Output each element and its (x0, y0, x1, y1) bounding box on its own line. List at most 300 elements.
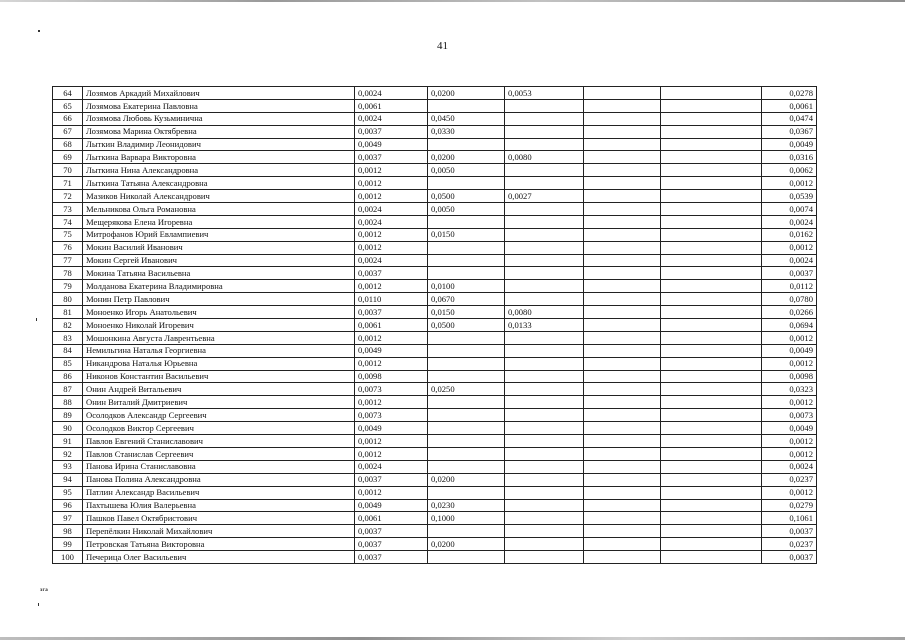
share-col-5-cell (661, 164, 762, 177)
person-name-cell: Павлов Станислав Сергеевич (83, 447, 355, 460)
person-name-cell: Мельникова Ольга Романовна (83, 203, 355, 216)
share-col-1-cell: 0,0037 (355, 267, 428, 280)
share-col-1-cell: 0,0012 (355, 190, 428, 203)
share-col-4-cell (584, 422, 661, 435)
share-col-2-cell (428, 267, 505, 280)
row-number-cell: 94 (53, 473, 83, 486)
row-number-cell: 84 (53, 344, 83, 357)
share-col-5-cell (661, 267, 762, 280)
share-col-3-cell: 0,0080 (505, 151, 584, 164)
person-name-cell: Осолодков Виктор Сергеевич (83, 422, 355, 435)
person-name-cell: Пашков Павел Октябристович (83, 512, 355, 525)
person-name-cell: Павлов Евгений Станиславович (83, 435, 355, 448)
share-col-5-cell (661, 112, 762, 125)
table-row (53, 525, 817, 538)
share-col-4-cell (584, 164, 661, 177)
share-col-1-cell: 0,0012 (355, 447, 428, 460)
share-col-2-cell (428, 241, 505, 254)
table-row (53, 125, 817, 138)
share-col-1-cell: 0,0012 (355, 164, 428, 177)
share-col-1-cell: 0,0012 (355, 435, 428, 448)
share-total-cell: 0,0061 (762, 99, 817, 112)
share-col-1-cell: 0,0061 (355, 99, 428, 112)
share-col-3-cell (505, 551, 584, 564)
row-number-cell: 64 (53, 87, 83, 100)
share-total-cell: 0,0012 (762, 486, 817, 499)
table-row (53, 293, 817, 306)
share-col-2-cell: 0,0670 (428, 293, 505, 306)
person-name-cell: Петровская Татьяна Викторовна (83, 538, 355, 551)
share-col-2-cell: 0,0200 (428, 87, 505, 100)
share-col-5-cell (661, 525, 762, 538)
person-name-cell: Лыткин Владимир Леонидович (83, 138, 355, 151)
row-number-cell: 92 (53, 447, 83, 460)
share-total-cell: 0,0279 (762, 499, 817, 512)
person-name-cell: Печерица Олег Васильевич (83, 551, 355, 564)
share-col-2-cell (428, 99, 505, 112)
share-col-4-cell (584, 473, 661, 486)
share-col-2-cell (428, 435, 505, 448)
row-number-cell: 86 (53, 370, 83, 383)
table-row (53, 306, 817, 319)
table-row (53, 190, 817, 203)
row-number-cell: 76 (53, 241, 83, 254)
share-col-5-cell (661, 293, 762, 306)
row-number-cell: 90 (53, 422, 83, 435)
share-col-2-cell: 0,0450 (428, 112, 505, 125)
share-col-3-cell (505, 344, 584, 357)
share-col-1-cell: 0,0073 (355, 383, 428, 396)
row-number-cell: 89 (53, 409, 83, 422)
person-name-cell: Митрофанов Юрий Евлампиевич (83, 228, 355, 241)
share-col-5-cell (661, 447, 762, 460)
share-col-4-cell (584, 228, 661, 241)
share-col-1-cell: 0,0049 (355, 138, 428, 151)
share-col-3-cell (505, 99, 584, 112)
person-name-cell: Лыткина Варвара Викторовна (83, 151, 355, 164)
share-col-4-cell (584, 151, 661, 164)
person-name-cell: Молданова Екатерина Владимировна (83, 280, 355, 293)
table-row (53, 87, 817, 100)
share-col-4-cell (584, 357, 661, 370)
row-number-cell: 70 (53, 164, 83, 177)
share-col-2-cell: 0,0200 (428, 151, 505, 164)
share-total-cell: 0,0024 (762, 460, 817, 473)
share-col-2-cell (428, 447, 505, 460)
share-total-cell: 0,0539 (762, 190, 817, 203)
row-number-cell: 78 (53, 267, 83, 280)
share-col-2-cell: 0,0230 (428, 499, 505, 512)
share-col-3-cell (505, 512, 584, 525)
person-name-cell: Мокин Василий Иванович (83, 241, 355, 254)
share-col-1-cell: 0,0049 (355, 499, 428, 512)
share-col-4-cell (584, 499, 661, 512)
table-row (53, 331, 817, 344)
share-col-2-cell: 0,0200 (428, 538, 505, 551)
share-col-4-cell (584, 177, 661, 190)
share-col-4-cell (584, 319, 661, 332)
share-col-5-cell (661, 151, 762, 164)
page-number: 41 (437, 40, 448, 52)
share-total-cell: 0,0012 (762, 241, 817, 254)
share-col-4-cell (584, 125, 661, 138)
row-number-cell: 98 (53, 525, 83, 538)
row-number-cell: 74 (53, 215, 83, 228)
share-col-3-cell (505, 370, 584, 383)
share-total-cell: 0,0780 (762, 293, 817, 306)
share-col-2-cell (428, 422, 505, 435)
share-col-1-cell: 0,0024 (355, 87, 428, 100)
share-total-cell: 0,0237 (762, 473, 817, 486)
share-col-1-cell: 0,0012 (355, 228, 428, 241)
share-col-1-cell: 0,0061 (355, 319, 428, 332)
share-col-4-cell (584, 215, 661, 228)
scan-speck (36, 318, 37, 321)
share-col-4-cell (584, 241, 661, 254)
share-col-4-cell (584, 331, 661, 344)
share-total-cell: 0,0012 (762, 331, 817, 344)
share-col-3-cell (505, 112, 584, 125)
share-col-2-cell: 0,0250 (428, 383, 505, 396)
person-name-cell: Онин Андрей Витальевич (83, 383, 355, 396)
share-col-2-cell (428, 254, 505, 267)
share-total-cell: 0,0266 (762, 306, 817, 319)
share-col-1-cell: 0,0024 (355, 112, 428, 125)
table-row (53, 203, 817, 216)
table-row (53, 99, 817, 112)
share-col-5-cell (661, 538, 762, 551)
share-total-cell: 0,0037 (762, 525, 817, 538)
person-name-cell: Пахтышева Юлия Валерьевна (83, 499, 355, 512)
share-col-1-cell: 0,0012 (355, 241, 428, 254)
share-col-5-cell (661, 344, 762, 357)
scan-top-edge (0, 0, 905, 2)
share-col-2-cell (428, 138, 505, 151)
table-row (53, 280, 817, 293)
share-col-5-cell (661, 280, 762, 293)
share-col-3-cell (505, 357, 584, 370)
share-col-5-cell (661, 409, 762, 422)
share-col-5-cell (661, 87, 762, 100)
share-col-4-cell (584, 396, 661, 409)
share-total-cell: 0,0012 (762, 435, 817, 448)
scan-speck (38, 603, 39, 606)
share-col-5-cell (661, 370, 762, 383)
share-total-cell: 0,0474 (762, 112, 817, 125)
share-col-5-cell (661, 435, 762, 448)
share-col-3-cell (505, 254, 584, 267)
table-row (53, 151, 817, 164)
share-col-3-cell (505, 267, 584, 280)
share-col-4-cell (584, 99, 661, 112)
table-row (53, 473, 817, 486)
share-col-4-cell (584, 383, 661, 396)
row-number-cell: 79 (53, 280, 83, 293)
share-col-4-cell (584, 306, 661, 319)
row-number-cell: 87 (53, 383, 83, 396)
row-number-cell: 75 (53, 228, 83, 241)
share-total-cell: 0,0098 (762, 370, 817, 383)
share-total-cell: 0,0316 (762, 151, 817, 164)
share-col-3-cell (505, 331, 584, 344)
share-col-1-cell: 0,0012 (355, 280, 428, 293)
row-number-cell: 85 (53, 357, 83, 370)
share-col-1-cell: 0,0110 (355, 293, 428, 306)
table-row (53, 383, 817, 396)
row-number-cell: 67 (53, 125, 83, 138)
share-col-3-cell (505, 293, 584, 306)
share-total-cell: 0,0024 (762, 254, 817, 267)
person-name-cell: Лыткина Татьяна Александровна (83, 177, 355, 190)
share-col-4-cell (584, 460, 661, 473)
share-col-5-cell (661, 138, 762, 151)
share-total-cell: 0,0062 (762, 164, 817, 177)
share-col-2-cell (428, 331, 505, 344)
share-col-2-cell (428, 460, 505, 473)
share-col-4-cell (584, 112, 661, 125)
table-row (53, 486, 817, 499)
row-number-cell: 81 (53, 306, 83, 319)
person-name-cell: Лозямова Любовь Кузьминична (83, 112, 355, 125)
scan-speck (38, 30, 40, 32)
share-total-cell: 0,0694 (762, 319, 817, 332)
share-col-1-cell: 0,0012 (355, 357, 428, 370)
share-col-1-cell: 0,0012 (355, 486, 428, 499)
share-col-3-cell (505, 383, 584, 396)
table-row (53, 177, 817, 190)
share-col-3-cell (505, 138, 584, 151)
share-col-3-cell (505, 241, 584, 254)
share-total-cell: 0,0162 (762, 228, 817, 241)
share-col-3-cell (505, 538, 584, 551)
row-number-cell: 95 (53, 486, 83, 499)
share-col-4-cell (584, 254, 661, 267)
share-col-5-cell (661, 125, 762, 138)
share-col-3-cell (505, 473, 584, 486)
share-col-3-cell (505, 435, 584, 448)
share-col-5-cell (661, 99, 762, 112)
share-col-4-cell (584, 512, 661, 525)
person-name-cell: Моноенко Николай Игоревич (83, 319, 355, 332)
share-col-1-cell: 0,0024 (355, 254, 428, 267)
person-name-cell: Онин Виталий Дмитриевич (83, 396, 355, 409)
row-number-cell: 66 (53, 112, 83, 125)
share-col-4-cell (584, 87, 661, 100)
share-total-cell: 0,0049 (762, 344, 817, 357)
share-col-1-cell: 0,0012 (355, 396, 428, 409)
share-total-cell: 0,1061 (762, 512, 817, 525)
person-name-cell: Лыткина Нина Александровна (83, 164, 355, 177)
table-row (53, 164, 817, 177)
table-row (53, 344, 817, 357)
share-col-2-cell (428, 344, 505, 357)
share-total-cell: 0,0074 (762, 203, 817, 216)
table-row (53, 228, 817, 241)
share-col-2-cell (428, 486, 505, 499)
share-col-4-cell (584, 435, 661, 448)
share-col-3-cell (505, 215, 584, 228)
row-number-cell: 68 (53, 138, 83, 151)
row-number-cell: 83 (53, 331, 83, 344)
share-col-4-cell (584, 538, 661, 551)
row-number-cell: 93 (53, 460, 83, 473)
share-col-2-cell: 0,0100 (428, 280, 505, 293)
share-total-cell: 0,0278 (762, 87, 817, 100)
row-number-cell: 72 (53, 190, 83, 203)
share-col-5-cell (661, 486, 762, 499)
share-col-5-cell (661, 396, 762, 409)
share-col-2-cell (428, 357, 505, 370)
table-row (53, 551, 817, 564)
row-number-cell: 77 (53, 254, 83, 267)
table-row (53, 254, 817, 267)
share-col-2-cell: 0,0050 (428, 203, 505, 216)
share-col-5-cell (661, 460, 762, 473)
share-total-cell: 0,0037 (762, 267, 817, 280)
share-col-5-cell (661, 215, 762, 228)
table-row (53, 460, 817, 473)
share-total-cell: 0,0237 (762, 538, 817, 551)
share-col-5-cell (661, 228, 762, 241)
share-col-1-cell: 0,0073 (355, 409, 428, 422)
share-col-4-cell (584, 293, 661, 306)
share-total-cell: 0,0012 (762, 447, 817, 460)
share-col-2-cell: 0,0150 (428, 306, 505, 319)
share-col-5-cell (661, 499, 762, 512)
share-col-4-cell (584, 447, 661, 460)
share-col-3-cell (505, 177, 584, 190)
person-name-cell: Мокин Сергей Иванович (83, 254, 355, 267)
share-col-1-cell: 0,0012 (355, 331, 428, 344)
person-name-cell: Немильгина Наталья Георгиевна (83, 344, 355, 357)
row-number-cell: 82 (53, 319, 83, 332)
row-number-cell: 80 (53, 293, 83, 306)
share-col-5-cell (661, 254, 762, 267)
share-col-3-cell (505, 409, 584, 422)
table-row (53, 215, 817, 228)
share-col-5-cell (661, 473, 762, 486)
table-row (53, 422, 817, 435)
share-col-5-cell (661, 422, 762, 435)
table-row (53, 241, 817, 254)
table-row (53, 138, 817, 151)
share-col-2-cell: 0,0330 (428, 125, 505, 138)
share-col-5-cell (661, 319, 762, 332)
footer-mark: зга (40, 588, 49, 593)
share-col-1-cell: 0,0037 (355, 125, 428, 138)
share-col-4-cell (584, 280, 661, 293)
row-number-cell: 97 (53, 512, 83, 525)
share-col-4-cell (584, 267, 661, 280)
share-col-1-cell: 0,0098 (355, 370, 428, 383)
share-col-3-cell (505, 525, 584, 538)
person-name-cell: Осолодков Александр Сергеевич (83, 409, 355, 422)
share-total-cell: 0,0112 (762, 280, 817, 293)
share-total-cell: 0,0367 (762, 125, 817, 138)
share-col-3-cell: 0,0133 (505, 319, 584, 332)
table-row (53, 435, 817, 448)
person-name-cell: Никандрова Наталья Юрьевна (83, 357, 355, 370)
row-number-cell: 71 (53, 177, 83, 190)
person-name-cell: Панова Ирина Станиславовна (83, 460, 355, 473)
row-number-cell: 99 (53, 538, 83, 551)
share-col-4-cell (584, 370, 661, 383)
row-number-cell: 88 (53, 396, 83, 409)
share-col-5-cell (661, 241, 762, 254)
share-col-3-cell (505, 396, 584, 409)
table-row (53, 357, 817, 370)
row-number-cell: 69 (53, 151, 83, 164)
share-col-4-cell (584, 409, 661, 422)
row-number-cell: 91 (53, 435, 83, 448)
share-total-cell: 0,0012 (762, 177, 817, 190)
share-col-5-cell (661, 190, 762, 203)
share-col-2-cell (428, 215, 505, 228)
share-total-cell: 0,0073 (762, 409, 817, 422)
person-name-cell: Перепёлкин Николай Михайлович (83, 525, 355, 538)
row-number-cell: 65 (53, 99, 83, 112)
table-row (53, 112, 817, 125)
share-col-3-cell: 0,0053 (505, 87, 584, 100)
share-total-cell: 0,0024 (762, 215, 817, 228)
share-col-1-cell: 0,0061 (355, 512, 428, 525)
share-col-1-cell: 0,0024 (355, 460, 428, 473)
table-row (53, 319, 817, 332)
person-name-cell: Лозямов Аркадий Михайлович (83, 87, 355, 100)
share-col-1-cell: 0,0024 (355, 203, 428, 216)
share-col-5-cell (661, 512, 762, 525)
share-col-2-cell (428, 551, 505, 564)
row-number-cell: 100 (53, 551, 83, 564)
share-col-4-cell (584, 138, 661, 151)
registry-rows (53, 87, 817, 564)
share-col-3-cell (505, 447, 584, 460)
share-col-4-cell (584, 486, 661, 499)
share-col-2-cell (428, 370, 505, 383)
share-col-5-cell (661, 551, 762, 564)
person-name-cell: Лозямова Екатерина Павловна (83, 99, 355, 112)
row-number-cell: 73 (53, 203, 83, 216)
share-col-3-cell: 0,0080 (505, 306, 584, 319)
person-name-cell: Моноенко Игорь Анатольевич (83, 306, 355, 319)
share-total-cell: 0,0012 (762, 396, 817, 409)
share-col-2-cell: 0,0200 (428, 473, 505, 486)
person-name-cell: Мокина Татьяна Васильевна (83, 267, 355, 280)
person-name-cell: Мошонкина Августа Лаврентьевна (83, 331, 355, 344)
share-col-2-cell (428, 177, 505, 190)
person-name-cell: Патлин Александр Васильевич (83, 486, 355, 499)
table-row (53, 267, 817, 280)
share-col-1-cell: 0,0037 (355, 538, 428, 551)
share-col-2-cell (428, 409, 505, 422)
share-col-2-cell: 0,1000 (428, 512, 505, 525)
table-row (53, 512, 817, 525)
person-name-cell: Монин Петр Павлович (83, 293, 355, 306)
table-row (53, 396, 817, 409)
share-col-4-cell (584, 551, 661, 564)
share-col-1-cell: 0,0012 (355, 177, 428, 190)
share-col-5-cell (661, 331, 762, 344)
share-col-5-cell (661, 357, 762, 370)
share-col-2-cell (428, 396, 505, 409)
share-col-3-cell (505, 125, 584, 138)
share-col-4-cell (584, 344, 661, 357)
share-col-3-cell (505, 228, 584, 241)
share-col-1-cell: 0,0049 (355, 422, 428, 435)
share-col-3-cell (505, 499, 584, 512)
share-total-cell: 0,0037 (762, 551, 817, 564)
share-col-3-cell (505, 203, 584, 216)
